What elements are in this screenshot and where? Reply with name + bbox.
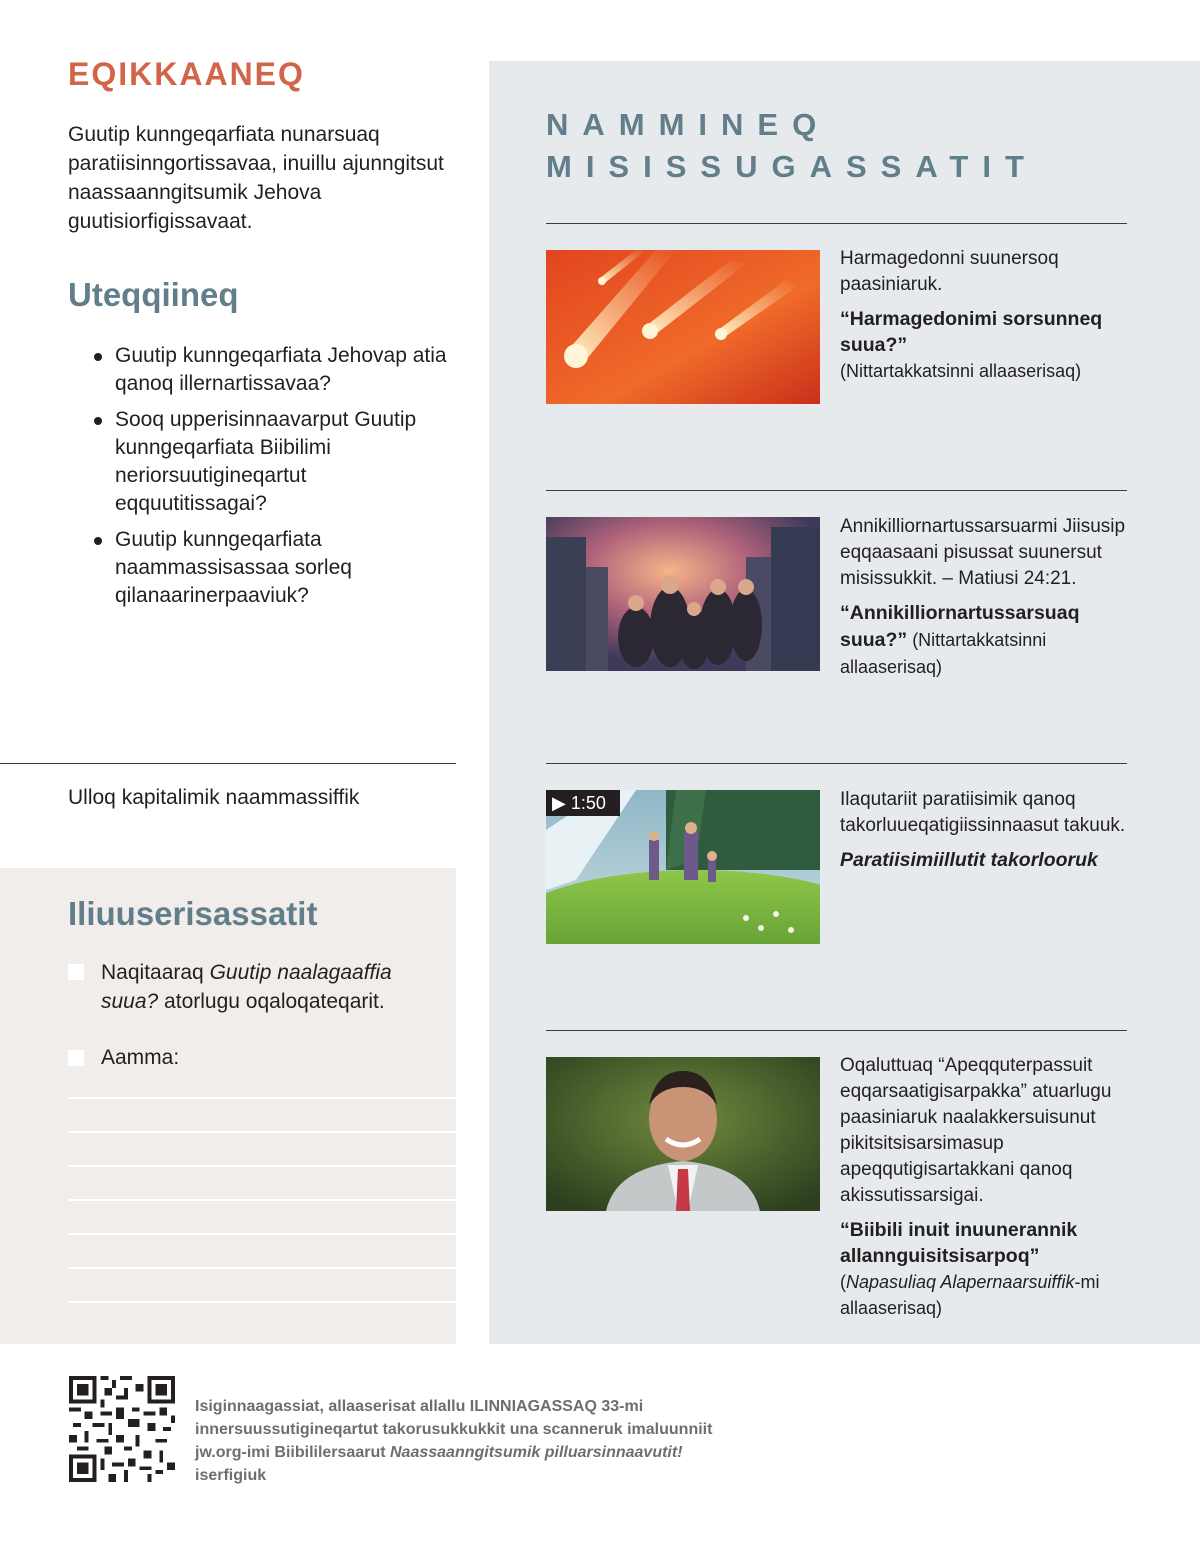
- item-source: (Nittartakkatsinni allaaserisaq): [840, 630, 1047, 677]
- write-line[interactable]: [68, 1097, 456, 1099]
- family-in-city-image[interactable]: [546, 517, 820, 671]
- summary-text: Guutip kunngeqarfiata nunarsuaq paratiisinngortissavaa, inuillu ajunngitsut naassaanngitsumik Jehova guutisiorfigissavaat.: [68, 123, 444, 233]
- item-source: (Nittartakkatsinni allaaserisaq): [840, 361, 1082, 381]
- review-question: Guutip kunngeqarfiata naammassisassaa sorleq qilanaarinerpaaviuk?: [92, 526, 462, 610]
- item-title-link[interactable]: Paratiisimiillutit takorlooruk: [840, 849, 1098, 871]
- item-title-block: [840, 600, 1130, 681]
- assignment-item: Naqitaaraq Guutip naalagaaffia suua? atorlugu oqaloqateqarit.: [101, 961, 392, 1013]
- divider: [546, 223, 1127, 224]
- item-title-link[interactable]: “Harmagedonimi sorsunneq suua?”: [840, 308, 1103, 356]
- review-list: [92, 342, 462, 618]
- explore-item: [840, 246, 1130, 384]
- item-title-link[interactable]: “Annikilliornartussarsuaq suua?”: [840, 602, 1080, 651]
- explore-item: [840, 787, 1130, 873]
- review-question: Guutip kunngeqarfiata Jehovap atia qanoq illernartissavaa?: [92, 342, 462, 398]
- item-description: Oqaluttuaq “Apeqquterpassuit eqqarsaatigisarpakka” atuarlugu paasiniaruk naalakkersuisunut pikitsitsisarsimasup apeqqutigisartakkani qanoq akissutissarsigai.: [840, 1055, 1112, 1206]
- write-line[interactable]: [68, 1131, 456, 1133]
- assignment-checkbox[interactable]: [68, 964, 84, 980]
- explore-heading: NAMMINEQ MISISSUGASSATIT: [546, 107, 1038, 184]
- video-duration-badge: ▶ 1:50: [546, 790, 620, 816]
- play-icon-duration: 1:50: [570, 793, 606, 813]
- man-portrait-image[interactable]: [546, 1057, 820, 1211]
- write-line[interactable]: [68, 1301, 456, 1303]
- divider: [0, 763, 456, 764]
- write-line[interactable]: [68, 1199, 456, 1201]
- review-question: Sooq upperisinnaavarput Guutip kunngeqarfiata Biibilimi neriorsuutigineqartut eqquutitissagai?: [92, 406, 462, 518]
- item-title-link[interactable]: “Biibili inuit inuunerannik allannguisitsisarpoq”: [840, 1219, 1078, 1267]
- item-source: (Napasuliaq Alapernaarsuiffik-mi allaaserisaq): [840, 1272, 1100, 1318]
- write-line[interactable]: [68, 1267, 456, 1269]
- item-description: Ilaqutariit paratiisimik qanoq takorluueqatigiissinnaasut takuuk.: [840, 789, 1126, 836]
- explore-item: [840, 514, 1130, 681]
- write-line[interactable]: [68, 1233, 456, 1235]
- assignment-box: [0, 868, 456, 1344]
- footer-text: Isiginnaagassiat, allaaserisat allallu ILINNIAGASSAQ 33-mi innersuussutigineqartut takorusukkukkit una scanneruk imaluunniit jw.org-imi Biibililersaarut Naassaanngitsumik pilluarsinnaavutit! iserfigiuk: [195, 1398, 713, 1484]
- divider: [546, 1030, 1127, 1031]
- assignment-checkbox[interactable]: [68, 1050, 84, 1066]
- assignment-item: Aamma:: [101, 1046, 180, 1069]
- paradise-family-image[interactable]: [546, 790, 820, 944]
- divider: [546, 763, 1127, 764]
- summary-heading: EQIKKAANEQ: [68, 56, 305, 92]
- item-description: Annikilliornartussarsuarmi Jiisusip eqqaasaani pisussat suunersut misissukkit. – Matiusi 24:21.: [840, 516, 1126, 589]
- item-description: Harmagedonni suunersoq paasiniaruk.: [840, 248, 1059, 295]
- explore-item: [840, 1053, 1130, 1321]
- write-line[interactable]: [68, 1165, 456, 1167]
- goal-text: Ulloq kapitalimik naammassiffik: [68, 786, 360, 809]
- assignment-heading: Iliuuserisassatit: [68, 895, 318, 932]
- divider: [546, 490, 1127, 491]
- meteor-shower-image[interactable]: [546, 250, 820, 404]
- qr-code-icon[interactable]: [68, 1376, 176, 1482]
- review-heading: Uteqqiineq: [68, 276, 239, 313]
